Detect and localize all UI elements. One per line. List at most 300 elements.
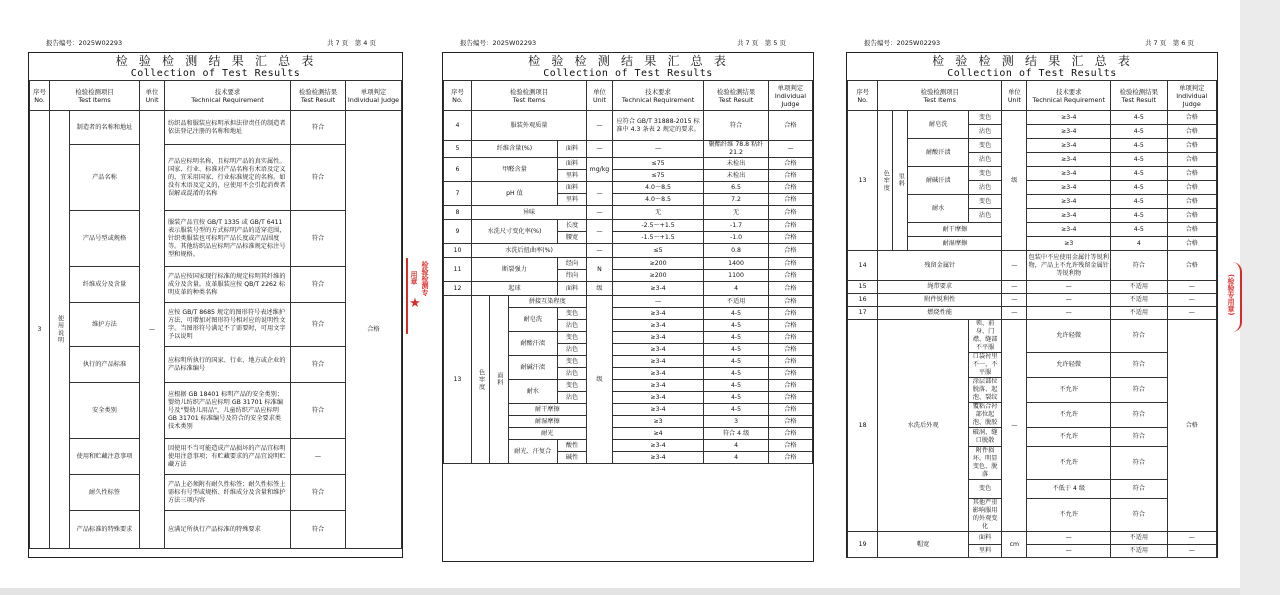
req-cell: 不允许 <box>1027 447 1111 480</box>
seq-cell: 12 <box>444 282 472 296</box>
judge-cell: 合格 <box>768 356 812 368</box>
table-row <box>444 296 813 308</box>
report-page-4 <box>26 30 406 558</box>
item-cell: 水洗后扭曲率(%) <box>471 244 586 258</box>
judge-cell: 合格 <box>1167 195 1216 209</box>
seq-cell: 18 <box>848 320 878 532</box>
judge-cell: 合格 <box>1167 111 1216 125</box>
unit-cell: N <box>587 258 613 282</box>
unit-cell: — <box>1002 251 1027 281</box>
result-cell: 符合 <box>704 111 769 141</box>
viewer-bottom-edge <box>0 588 1240 595</box>
req-cell: 应按 GB/T 8685 规定的图形符号表述维护方法，可增加对图形符号相对应的说明性文字。当图形符号满足不了需要时，可用文字予以说明 <box>165 303 291 347</box>
subitem-cell: 沾色 <box>557 392 586 404</box>
item-cell: 帽宽 <box>878 532 969 558</box>
col-judge: 单项判定 Individual Judge <box>346 81 402 111</box>
result-cell: 4-5 <box>704 320 769 332</box>
judge-cell: 合格 <box>768 182 812 194</box>
req-cell: ≥3-4 <box>612 308 703 320</box>
item-cell: 耐干摩擦 <box>908 223 1002 237</box>
judge-cell: 合格 <box>1167 320 1216 532</box>
result-cell: 未检出 <box>704 170 769 182</box>
item-cell: 耐干摩擦 <box>508 404 587 416</box>
req-cell: 纺织品和服装应标明承担法律责任的制造者依法登记注册的名称和地址 <box>165 111 291 145</box>
seq-cell: 10 <box>444 244 472 258</box>
result-cell: -1.7 <box>704 220 769 232</box>
result-cell: 符合 <box>1111 447 1167 480</box>
result-cell: 4-5 <box>704 356 769 368</box>
unit-cell: — <box>587 111 613 141</box>
result-cell: 4-5 <box>1111 195 1167 209</box>
item-cell: 产品号型或规格 <box>70 211 140 267</box>
results-table <box>29 80 402 549</box>
judge-cell: 合格 <box>768 170 812 182</box>
table-row <box>444 111 813 141</box>
req-cell: ≥3-4 <box>612 440 703 452</box>
item-cell: 附件锐利性 <box>878 294 1002 307</box>
req-cell: ≥3-4 <box>612 404 703 416</box>
result-cell: 符合 <box>1111 378 1167 403</box>
req-cell: 产品应标明名称，且标明产品的真实属性。国家、行业、标准对产品名称有术语及定义的，宜采用国家、行业标准规定的名称。如没有术语及定义的，应使用不会引起消费者误解或混淆的名称 <box>165 145 291 211</box>
item-cell: 耐水 <box>508 380 557 404</box>
report-page-5 <box>440 30 816 558</box>
req-cell: 允许轻微 <box>1027 320 1111 353</box>
result-cell: 3 <box>704 416 769 428</box>
result-cell: 4-5 <box>704 308 769 320</box>
item-cell: 制造者的名称和地址 <box>70 111 140 145</box>
result-cell: 符合 <box>1111 499 1167 532</box>
table-row <box>444 182 813 194</box>
seq-cell: 19 <box>848 532 878 558</box>
judge-cell: 合格 <box>768 428 812 440</box>
result-cell: 符合 <box>1111 320 1167 353</box>
result-cell: -1.0 <box>704 232 769 244</box>
seal-stamp-left <box>406 258 429 334</box>
item-cell: 起球 <box>471 282 557 296</box>
unit-cell: — <box>587 182 613 206</box>
unit-cell: — <box>587 206 613 220</box>
result-cell: 4 <box>704 452 769 464</box>
table-row <box>30 111 402 145</box>
col-unit: 单位 Unit <box>587 81 613 111</box>
subitem-cell: 酸性 <box>557 440 586 452</box>
item-cell: 异味 <box>471 206 586 220</box>
result-cell: 符合 <box>291 303 346 347</box>
unit-cell: — <box>1002 281 1027 294</box>
subitem-cell: 变色 <box>557 332 586 344</box>
seal-star-icon: ★ <box>409 296 421 311</box>
judge-cell: 合格 <box>768 332 812 344</box>
result-cell: 符合 <box>291 145 346 211</box>
req-cell: ≥3 <box>612 416 703 428</box>
subitem-cell: 覆粘合衬部位起泡、脱胶 <box>968 403 1001 428</box>
table-title: 检 验 检 测 结 果 汇 总 表 <box>528 54 728 68</box>
result-cell: 符合 <box>1111 251 1167 281</box>
seq-cell: 5 <box>444 141 472 158</box>
col-unit: 单位 Unit <box>140 81 165 111</box>
subitem-cell: 沾色 <box>968 125 1001 139</box>
table-row <box>848 281 1217 294</box>
item-cell: 维护方法 <box>70 303 140 347</box>
req-cell: 4.0～8.5 <box>612 182 703 194</box>
req-cell: ≥3-4 <box>1027 125 1111 139</box>
item-cell: 耐碱汗渍 <box>508 356 557 380</box>
col-item: 检验检测项目 Test Items <box>471 81 586 111</box>
judge-cell: 合格 <box>768 258 812 270</box>
subitem-cell: 变色 <box>968 111 1001 125</box>
subitem-cell: 碱性 <box>557 452 586 464</box>
seq-cell: 13 <box>444 296 472 464</box>
item-cell: 纤维含量(%) <box>471 141 557 158</box>
seq-cell: 11 <box>444 258 472 282</box>
judge-cell: 合格 <box>768 194 812 206</box>
req-cell: ≥3 <box>1027 237 1111 251</box>
req-cell: 无 <box>612 206 703 220</box>
unit-cell: — <box>140 111 165 549</box>
subitem-cell: 变色 <box>968 195 1001 209</box>
results-table <box>443 80 813 464</box>
subitem-cell: 变色 <box>557 380 586 392</box>
req-cell: — <box>1027 294 1111 307</box>
result-cell: 符合 <box>291 347 346 383</box>
result-cell: 符合 <box>1111 480 1167 499</box>
table-row <box>444 244 813 258</box>
result-cell: 不适用 <box>1111 545 1167 558</box>
seq-cell: 13 <box>848 111 878 251</box>
item-cell: 安全类别 <box>70 383 140 439</box>
req-cell: ≥3-4 <box>1027 139 1111 153</box>
result-cell: 4-5 <box>704 368 769 380</box>
seq-cell: 15 <box>848 281 878 294</box>
table-row <box>444 258 813 270</box>
subitem-cell: 领、前身、门襟、缝部不平服 <box>968 320 1001 353</box>
judge-cell: 合格 <box>1167 153 1216 167</box>
table-row <box>848 294 1217 307</box>
result-cell: 符合 <box>291 211 346 267</box>
judge-cell: 合格 <box>768 392 812 404</box>
table-row <box>444 220 813 232</box>
req-cell: 应标明所执行的国家、行业、地方或企业的产品标准编号 <box>165 347 291 383</box>
req-cell: ≥3-4 <box>1027 167 1111 181</box>
col-req: 技术要求 Technical Requirement <box>165 81 291 111</box>
result-cell: 4-5 <box>1111 209 1167 223</box>
req-cell: ≥3-4 <box>1027 209 1111 223</box>
subitem-cell: 里料 <box>557 170 586 182</box>
table-row <box>848 320 1217 353</box>
judge-cell: — <box>1167 281 1216 294</box>
unit-cell: 级 <box>587 296 613 464</box>
judge-cell: 合格 <box>1167 209 1216 223</box>
seq-cell: 14 <box>848 251 878 281</box>
judge-cell: — <box>768 141 812 158</box>
judge-cell: 合格 <box>768 416 812 428</box>
judge-cell: — <box>1167 307 1216 320</box>
req-cell: ≥3-4 <box>612 332 703 344</box>
result-cell: 无 <box>704 206 769 220</box>
col-result: 检验检测结果 Test Result <box>704 81 769 111</box>
seq-cell: 3 <box>30 111 50 549</box>
table-subtitle: Collection of Test Results <box>130 68 301 79</box>
item-cell: 甲醛含量 <box>471 158 557 182</box>
judge-cell: 合格 <box>768 320 812 332</box>
subitem-cell: 涂层部位脱落、起泡、裂纹 <box>968 378 1001 403</box>
report-number: 报告编号：2025W02293 <box>460 39 537 47</box>
seal-text: 检验检测专用章 <box>410 260 429 296</box>
req-cell: ≥4 <box>612 428 703 440</box>
table-row <box>848 532 1217 545</box>
req-cell: ≥3-4 <box>1027 223 1111 237</box>
req-cell: 应根据 GB 18401 标明产品的安全类别；婴幼儿纺织产品应标明 GB 31701 标准编号及"婴幼儿用品"，儿童纺织产品应标明 GB 31701 标准编号及符合的安全要求类技术类别 <box>165 383 291 439</box>
req-cell: 包装中不应使用金属针等锐利物，产品上不允许残留金属针等锐利物 <box>1027 251 1111 281</box>
group-cell: 色牢度 <box>878 111 893 251</box>
item-cell: 耐湿摩擦 <box>508 416 587 428</box>
result-cell: 4-5 <box>1111 167 1167 181</box>
table-row <box>444 158 813 170</box>
item-cell: 执行的产品标准 <box>70 347 140 383</box>
judge-cell: 合格 <box>1167 139 1216 153</box>
col-req: 技术要求 Technical Requirement <box>1027 81 1111 111</box>
seq-cell: 17 <box>848 307 878 320</box>
subitem-cell: 变色 <box>557 356 586 368</box>
table-row <box>444 141 813 158</box>
subitem-cell: 沾色 <box>557 344 586 356</box>
subitem-cell: 里料 <box>968 545 1001 558</box>
judge-cell: 合格 <box>1167 181 1216 195</box>
col-item: 检验检测项目 Test Items <box>50 81 140 111</box>
table-row <box>848 111 1217 125</box>
item-cell: 燃烧性能 <box>878 307 1002 320</box>
unit-cell: 级 <box>587 282 613 296</box>
item-cell: 耐久性标签 <box>70 475 140 511</box>
item-cell: 耐皂洗 <box>908 111 968 139</box>
results-table-frame <box>442 52 814 562</box>
req-cell: 应符合 GB/T 31888-2015 标准中 4.3 条表 2 规定的要求。 <box>612 111 703 141</box>
result-cell: 符合 4 级 <box>704 428 769 440</box>
table-title: 检 验 检 测 结 果 汇 总 表 <box>932 54 1132 68</box>
unit-cell: — <box>587 220 613 244</box>
judge-cell: — <box>1167 294 1216 307</box>
result-cell: 4-5 <box>704 404 769 416</box>
result-cell: 4-5 <box>704 344 769 356</box>
subitem-cell: 变色 <box>968 167 1001 181</box>
judge-cell: 合格 <box>768 452 812 464</box>
judge-cell: 合格 <box>768 206 812 220</box>
result-cell: 4-5 <box>1111 139 1167 153</box>
col-item: 检验检测项目 Test Items <box>878 81 1002 111</box>
subitem-cell: 破洞、缝口脱散 <box>968 428 1001 447</box>
req-cell: — <box>1027 532 1111 545</box>
col-judge: 单项判定 Individual Judge <box>1167 81 1216 111</box>
item-cell: 纤维成分及含量 <box>70 267 140 303</box>
subitem-cell: 附件损坏、明显变色、脱落 <box>968 447 1001 480</box>
judge-cell: 合格 <box>768 220 812 232</box>
req-cell: 不允许 <box>1027 403 1111 428</box>
seal-text: (检验专用章) <box>1227 274 1235 316</box>
col-seq: 序号 No. <box>848 81 878 111</box>
page-indicator: 共 7 页 第 5 页 <box>736 39 786 47</box>
judge-cell: 合格 <box>768 244 812 258</box>
result-cell: 4-5 <box>1111 125 1167 139</box>
result-cell: 符合 <box>291 511 346 549</box>
report-number: 报告编号：2025W02293 <box>46 39 123 47</box>
req-cell: — <box>1027 545 1111 558</box>
item-cell: 耐光 <box>508 428 587 440</box>
subitem-cell: 沾色 <box>557 320 586 332</box>
result-cell: 符合 <box>291 475 346 511</box>
subitem-cell: 沾色 <box>968 209 1001 223</box>
req-cell: -1.5～+1.5 <box>612 232 703 244</box>
req-cell: 产品上必须附有耐久性标签；耐久性标签上需标有号型或规格、纤维成分及含量和维护方法三项内容 <box>165 475 291 511</box>
result-cell: 符合 <box>1111 403 1167 428</box>
result-cell: 4-5 <box>1111 153 1167 167</box>
result-cell: 符合 <box>291 111 346 145</box>
subitem-cell: 沾色 <box>557 368 586 380</box>
report-number: 报告编号：2025W02293 <box>864 39 941 47</box>
unit-cell: — <box>1002 320 1027 532</box>
result-cell: — <box>291 439 346 475</box>
subitem-cell: 口袋衬里不一，不平服 <box>968 353 1001 378</box>
page-indicator: 共 7 页 第 4 页 <box>326 39 376 47</box>
result-cell: 4-5 <box>1111 223 1167 237</box>
req-cell: 不允许 <box>1027 499 1111 532</box>
unit-cell: — <box>1002 307 1027 320</box>
judge-cell: 合格 <box>768 380 812 392</box>
subitem-cell: 面料 <box>557 158 586 170</box>
result-cell: 6.5 <box>704 182 769 194</box>
col-unit: 单位 Unit <box>1002 81 1027 111</box>
result-cell: 不适用 <box>704 296 769 308</box>
item-cell: 耐水 <box>908 195 968 223</box>
table-row <box>848 251 1217 281</box>
req-cell: -2.5～+1.5 <box>612 220 703 232</box>
results-table-frame <box>28 52 403 558</box>
subitem-cell: 长度 <box>557 220 586 232</box>
result-cell: 7.2 <box>704 194 769 206</box>
subitem-cell: 变色 <box>968 139 1001 153</box>
col-seq: 序号 No. <box>30 81 50 111</box>
item-cell: 耐碱汗渍 <box>908 167 968 195</box>
judge-cell: 合格 <box>768 404 812 416</box>
subitem-cell: 变色 <box>557 308 586 320</box>
item-cell: 耐光、汗复合 <box>508 440 557 464</box>
result-cell: 聚酯纤维 78.8 粘纤 21.2 <box>704 141 769 158</box>
result-cell: 4-5 <box>1111 111 1167 125</box>
subitem-cell: 面料 <box>557 141 586 158</box>
item-cell: 使用和贮藏注意事项 <box>70 439 140 475</box>
table-row <box>444 206 813 220</box>
col-result: 检验检测结果 Test Result <box>291 81 346 111</box>
item-cell: 断裂强力 <box>471 258 557 282</box>
group-cell: 里料 <box>893 111 908 251</box>
result-cell: 1100 <box>704 270 769 282</box>
judge-cell: 合格 <box>768 282 812 296</box>
req-cell: ≥3-4 <box>612 356 703 368</box>
judge-cell: 合格 <box>768 440 812 452</box>
group-cell: 使用说明 <box>50 111 70 549</box>
req-cell: — <box>1027 281 1111 294</box>
seq-cell: 7 <box>444 182 472 206</box>
req-cell: 产品应按国家现行标准的规定标明其纤维的成分及含量。皮革服装应按 QB/T 2262 标明皮革的种类名称 <box>165 267 291 303</box>
result-cell: 不适用 <box>1111 532 1167 545</box>
result-cell: 符合 <box>291 383 346 439</box>
judge-cell: 合格 <box>1167 237 1216 251</box>
judge-cell: 合格 <box>1167 167 1216 181</box>
unit-cell: cm <box>1002 532 1027 558</box>
col-seq: 序号 No. <box>444 81 472 111</box>
report-page-6 <box>844 30 1224 558</box>
req-cell: ≥3-4 <box>612 392 703 404</box>
result-cell: 4-5 <box>704 332 769 344</box>
subitem-cell: 沾色 <box>968 181 1001 195</box>
req-cell: ≥200 <box>612 270 703 282</box>
seal-stamp-right <box>1226 262 1242 332</box>
subitem-cell: 纬向 <box>557 270 586 282</box>
page-indicator: 共 7 页 第 6 页 <box>1144 39 1194 47</box>
subitem-cell: 面料 <box>968 532 1001 545</box>
req-cell: 服装产品宜按 GB/T 1335 或 GB/T 6411 表示服装号型的方式标明产品的适穿范围，针织类服装也可标明产品长度或产品围度等。其他纺织品应标明产品标准规定标注号型和规格。 <box>165 211 291 267</box>
result-cell: 4-5 <box>1111 181 1167 195</box>
item-cell: 耐皂洗 <box>508 308 557 332</box>
col-result: 检验检测结果 Test Result <box>1111 81 1167 111</box>
item-cell: 耐湿摩擦 <box>908 237 1002 251</box>
subitem-cell: 沾色 <box>968 153 1001 167</box>
req-cell: 不低于 4 级 <box>1027 480 1111 499</box>
subitem-cell: 里料 <box>557 194 586 206</box>
seq-cell: 9 <box>444 220 472 244</box>
req-cell: ≥3-4 <box>612 452 703 464</box>
result-cell: 不适用 <box>1111 294 1167 307</box>
req-cell: ≥3-4 <box>1027 195 1111 209</box>
subitem-cell: 其他严重影响服用的外观变化 <box>968 499 1001 532</box>
subitem-cell: 面料 <box>557 182 586 194</box>
result-cell: 不适用 <box>1111 281 1167 294</box>
item-cell: 水洗尺寸变化率(%) <box>471 220 557 244</box>
result-cell: 4 <box>704 440 769 452</box>
judge-cell: 合格 <box>1167 251 1216 281</box>
table-row <box>848 307 1217 320</box>
item-cell: 残留金属针 <box>878 251 1002 281</box>
result-cell: 0.8 <box>704 244 769 258</box>
item-cell: 耐酸汗渍 <box>908 139 968 167</box>
req-cell: ≥3-4 <box>612 320 703 332</box>
viewer-scrollbar-area[interactable] <box>1240 0 1280 595</box>
req-cell: ≥3-4 <box>1027 181 1111 195</box>
judge-cell: 合格 <box>768 344 812 356</box>
req-cell: 允许轻微 <box>1027 353 1111 378</box>
unit-cell: — <box>587 141 613 158</box>
judge-cell: 合格 <box>1167 125 1216 139</box>
req-cell: 4.0～8.5 <box>612 194 703 206</box>
result-cell: 4-5 <box>704 392 769 404</box>
table-title: 检 验 检 测 结 果 汇 总 表 <box>115 54 316 68</box>
item-cell: 服装外观质量 <box>471 111 586 141</box>
result-cell: 4-5 <box>704 380 769 392</box>
seq-cell: 16 <box>848 294 878 307</box>
table-subtitle: Collection of Test Results <box>543 68 713 79</box>
unit-cell: 级 <box>1002 111 1027 251</box>
seq-cell: 6 <box>444 158 472 182</box>
result-cell: 1400 <box>704 258 769 270</box>
item-cell: 产品名称 <box>70 145 140 211</box>
req-cell: ≤75 <box>612 170 703 182</box>
result-cell: 4 <box>1111 237 1167 251</box>
item-cell: pH 值 <box>471 182 557 206</box>
req-cell: 应满足所执行产品标准的特殊要求 <box>165 511 291 549</box>
result-cell: 符合 <box>291 267 346 303</box>
unit-cell: — <box>587 244 613 258</box>
req-cell: ≥3-4 <box>612 282 703 296</box>
judge-cell: 合格 <box>768 270 812 282</box>
